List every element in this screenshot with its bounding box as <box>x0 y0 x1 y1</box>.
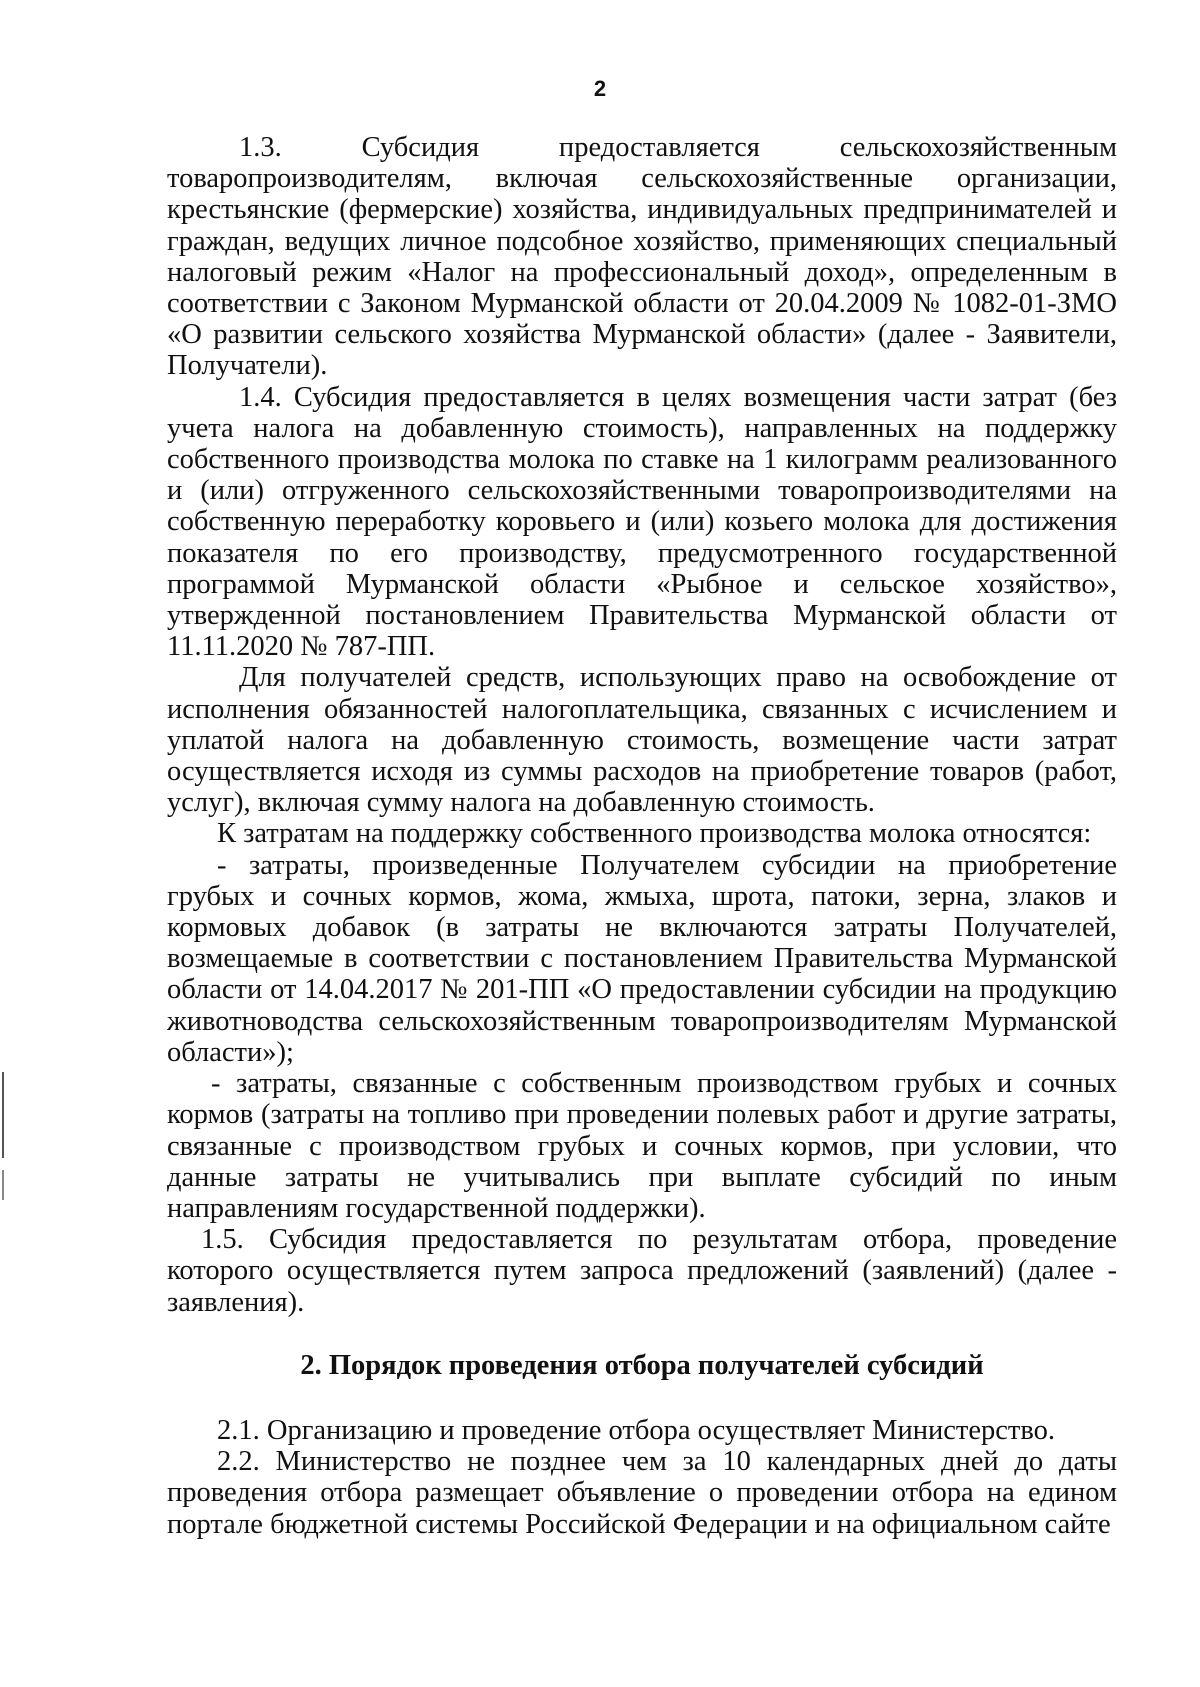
paragraph-2-2: 2.2. Министерство не позднее чем за 10 календарных дней до даты проведения отбора размещает объявление о проведении отбора на едином портале бюджетной системы Российской Федерации и на официальном сайте <box>167 1446 1117 1540</box>
document-body <box>167 132 1117 1540</box>
paragraph-1-3: 1.3. Субсидия предоставляется сельскохозяйственным товаропроизводителям, включая сельскохозяйственные организации, крестьянские (фермерские) хозяйства, индивидуальных предпринимателей и граждан, ведущих личное подсобное хозяйство, применяющих специальный налоговый режим «Налог на профессиональный доход», определенным в соответствии с Законом Мурманской области от 20.04.2009 № 1082-01-ЗМО «О развитии сельского хозяйства Мурманской области» (далее - Заявители, Получатели). <box>167 132 1117 382</box>
paragraph-costs-intro: К затратам на поддержку собственного производства молока относятся: <box>217 818 1092 850</box>
section-heading: 2. Порядок проведения отбора получателей субсидий <box>300 1349 984 1381</box>
paragraph-costs-own-feed: - затраты, связанные с собственным производством грубых и сочных кормов (затраты на топливо при проведении полевых работ и другие затраты, связанные с производством грубых и сочных кормов, при условии, что данные затраты не учитывались при выплате субсидий по иным направлениям государственной поддержки). <box>167 1068 1117 1224</box>
paragraph-costs-feed-purchase: - затраты, произведенные Получателем субсидии на приобретение грубых и сочных кормов, жома, жмыха, шрота, патоки, зерна, злаков и кормовых добавок (в затраты не включаются затраты Получателей, возмещаемые в соответствии с постановлением Правительства Мурманской области от 14.04.2017 № 201-ПП «О предоставлении субсидии на продукцию животноводства сельскохозяйственным товаропроизводителям Мурманской области»); <box>167 849 1117 1068</box>
page-number: 2 <box>593 76 607 101</box>
paragraph-1-4: 1.4. Субсидия предоставляется в целях возмещения части затрат (без учета налога на добавленную стоимость), направленных на поддержку собственного производства молока по ставке на 1 килограмм реализованного и (или) отгруженного сельскохозяйственными товаропроизводителями на собственную переработку коровьего и (или) козьего молока для достижения показателя по его производству, предусмотренного государственной программой Мурманской области «Рыбное и сельское хозяйство», утвержденной постановлением Правительства Мурманской области от 11.11.2020 № 787-ПП. <box>167 381 1117 663</box>
paragraph-vat-exemption: Для получателей средств, использующих право на освобождение от исполнения обязанностей налогоплательщика, связанных с исчислением и уплатой налога на добавленную стоимость, возмещение части затрат осуществляется исходя из суммы расходов на приобретение товаров (работ, услуг), включая сумму налога на добавленную стоимость. <box>167 662 1117 819</box>
scan-binding-mark <box>2 1072 4 1158</box>
paragraph-2-1: 2.1. Организацию и проведение отбора осуществляет Министерство. <box>217 1414 1055 1446</box>
paragraph-1-5: 1.5. Субсидия предоставляется по результатам отбора, проведение которого осуществляется путем запроса предложений (заявлений) (далее - заявления). <box>167 1224 1117 1318</box>
scan-binding-mark-lower <box>2 1170 4 1200</box>
